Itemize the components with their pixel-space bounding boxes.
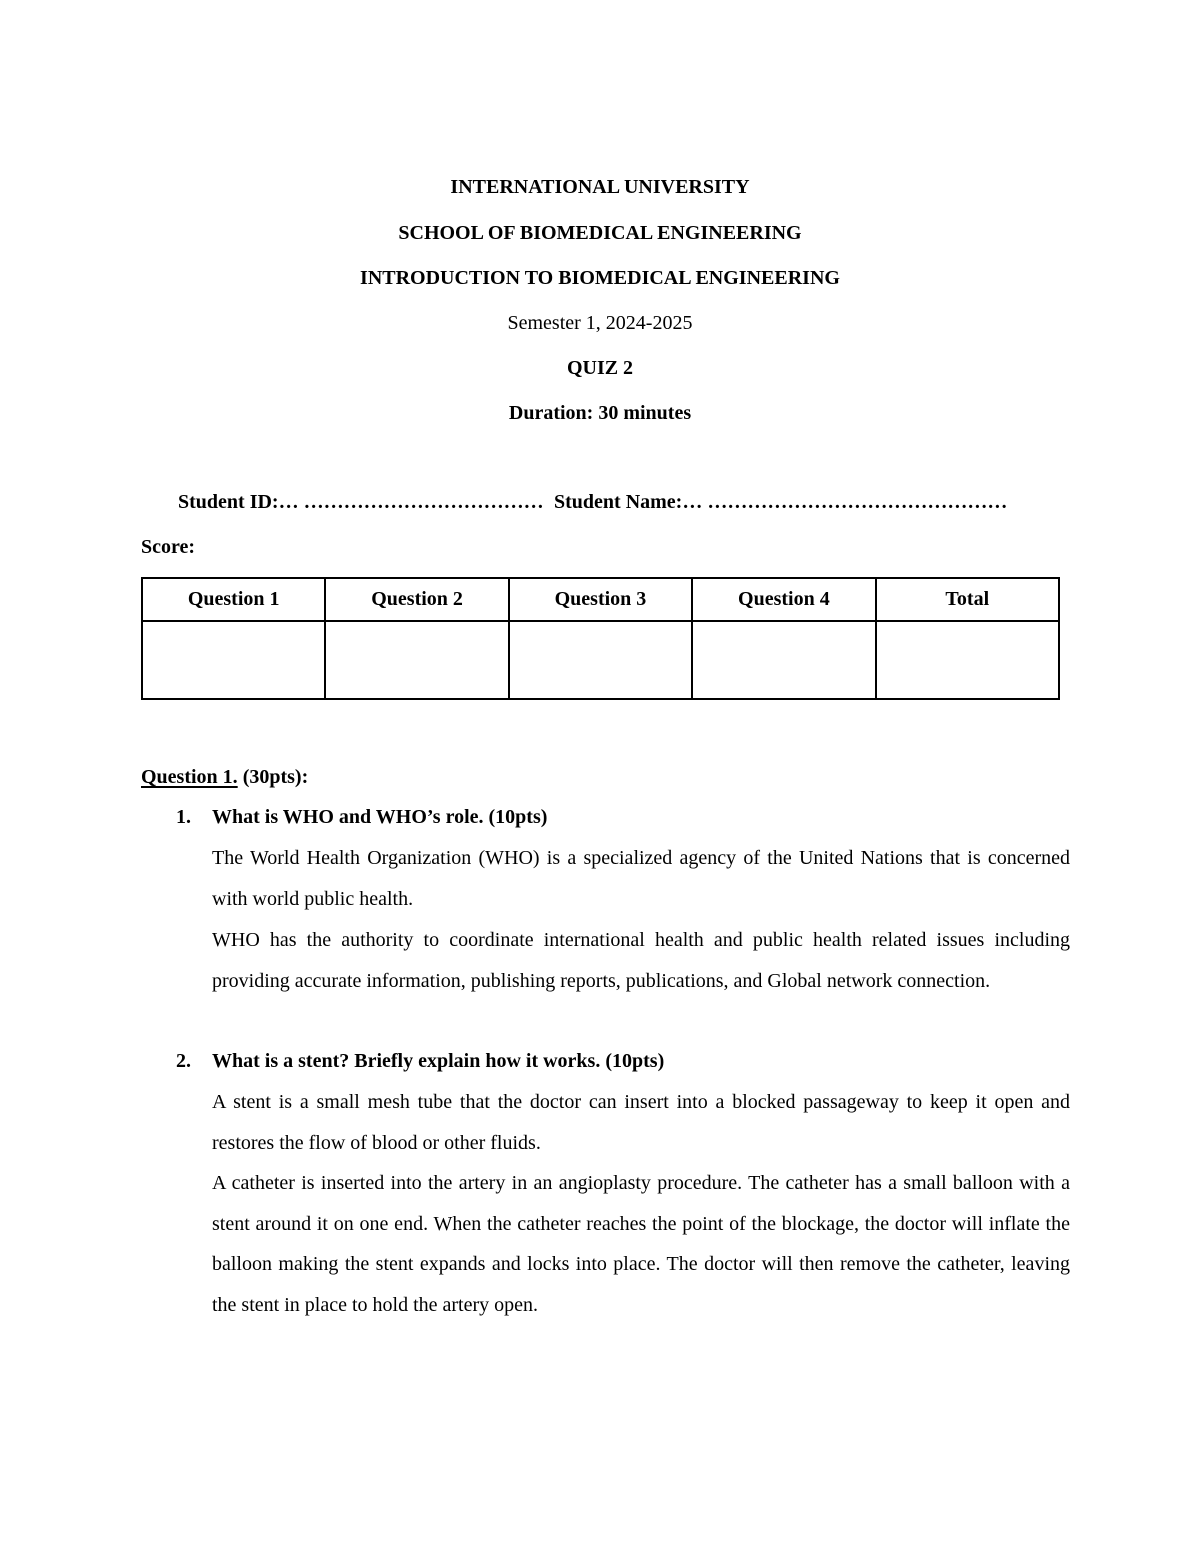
score-table-header-row [142, 578, 1059, 621]
score-cell-question-2 [325, 621, 508, 699]
quiz-title: QUIZ 2 [566, 357, 634, 379]
question-1-title: Question 1. [141, 766, 238, 788]
semester-text: Semester 1, 2024-2025 [507, 312, 693, 334]
score-table [141, 577, 1060, 700]
item-1-answer-paragraph-2: WHO has the authority to coordinate international health and public health related issues including providing accurate information, publishing reports, publications, and Global network connection. [212, 929, 1070, 992]
item-1-prompt: What is WHO and WHO’s role. (10pts) [212, 806, 548, 828]
item-2-answer-paragraph-2: A catheter is inserted into the artery in an angioplasty procedure. The catheter has a small balloon with a stent around it on one end. When the catheter reaches the point of the blockage, the doctor will inflate the balloon making the stent expands and locks into place. The doctor will then remove the catheter, leaving the stent in place to hold the artery open. [212, 1172, 1070, 1317]
student-id-field: Student ID:… ……………………………… [178, 491, 544, 513]
score-cell-question-4 [692, 621, 875, 699]
score-cell-question-3 [509, 621, 692, 699]
score-header-question-4: Question 4 [692, 578, 875, 621]
school-title: SCHOOL OF BIOMEDICAL ENGINEERING [398, 222, 802, 244]
score-label: Score: [141, 536, 196, 558]
score-header-question-1: Question 1 [142, 578, 325, 621]
item-2-number: 2. [176, 1050, 191, 1072]
university-title: INTERNATIONAL UNIVERSITY [450, 176, 750, 198]
item-2-prompt: What is a stent? Briefly explain how it works. (10pts) [212, 1050, 665, 1072]
course-title: INTRODUCTION TO BIOMEDICAL ENGINEERING [360, 267, 840, 289]
item-1-number: 1. [176, 806, 191, 828]
score-header-question-2: Question 2 [325, 578, 508, 621]
score-header-total: Total [876, 578, 1059, 621]
item-2-answer-paragraph-1: A stent is a small mesh tube that the doctor can insert into a blocked passageway to keep it open and restores the flow of blood or other fluids. [212, 1091, 1070, 1154]
score-table-value-row [142, 621, 1059, 699]
question-1-heading [141, 766, 308, 789]
score-header-question-3: Question 3 [509, 578, 692, 621]
item-1-answer-paragraph-1: The World Health Organization (WHO) is a specialized agency of the United Nations that is concerned with world public health. [212, 847, 1070, 910]
score-cell-question-1 [142, 621, 325, 699]
question-1-points: (30pts): [237, 766, 309, 788]
duration-text: Duration: 30 minutes [508, 402, 692, 424]
score-cell-total [876, 621, 1059, 699]
student-name-field: Student Name:… ……………………………………… [554, 491, 1008, 513]
